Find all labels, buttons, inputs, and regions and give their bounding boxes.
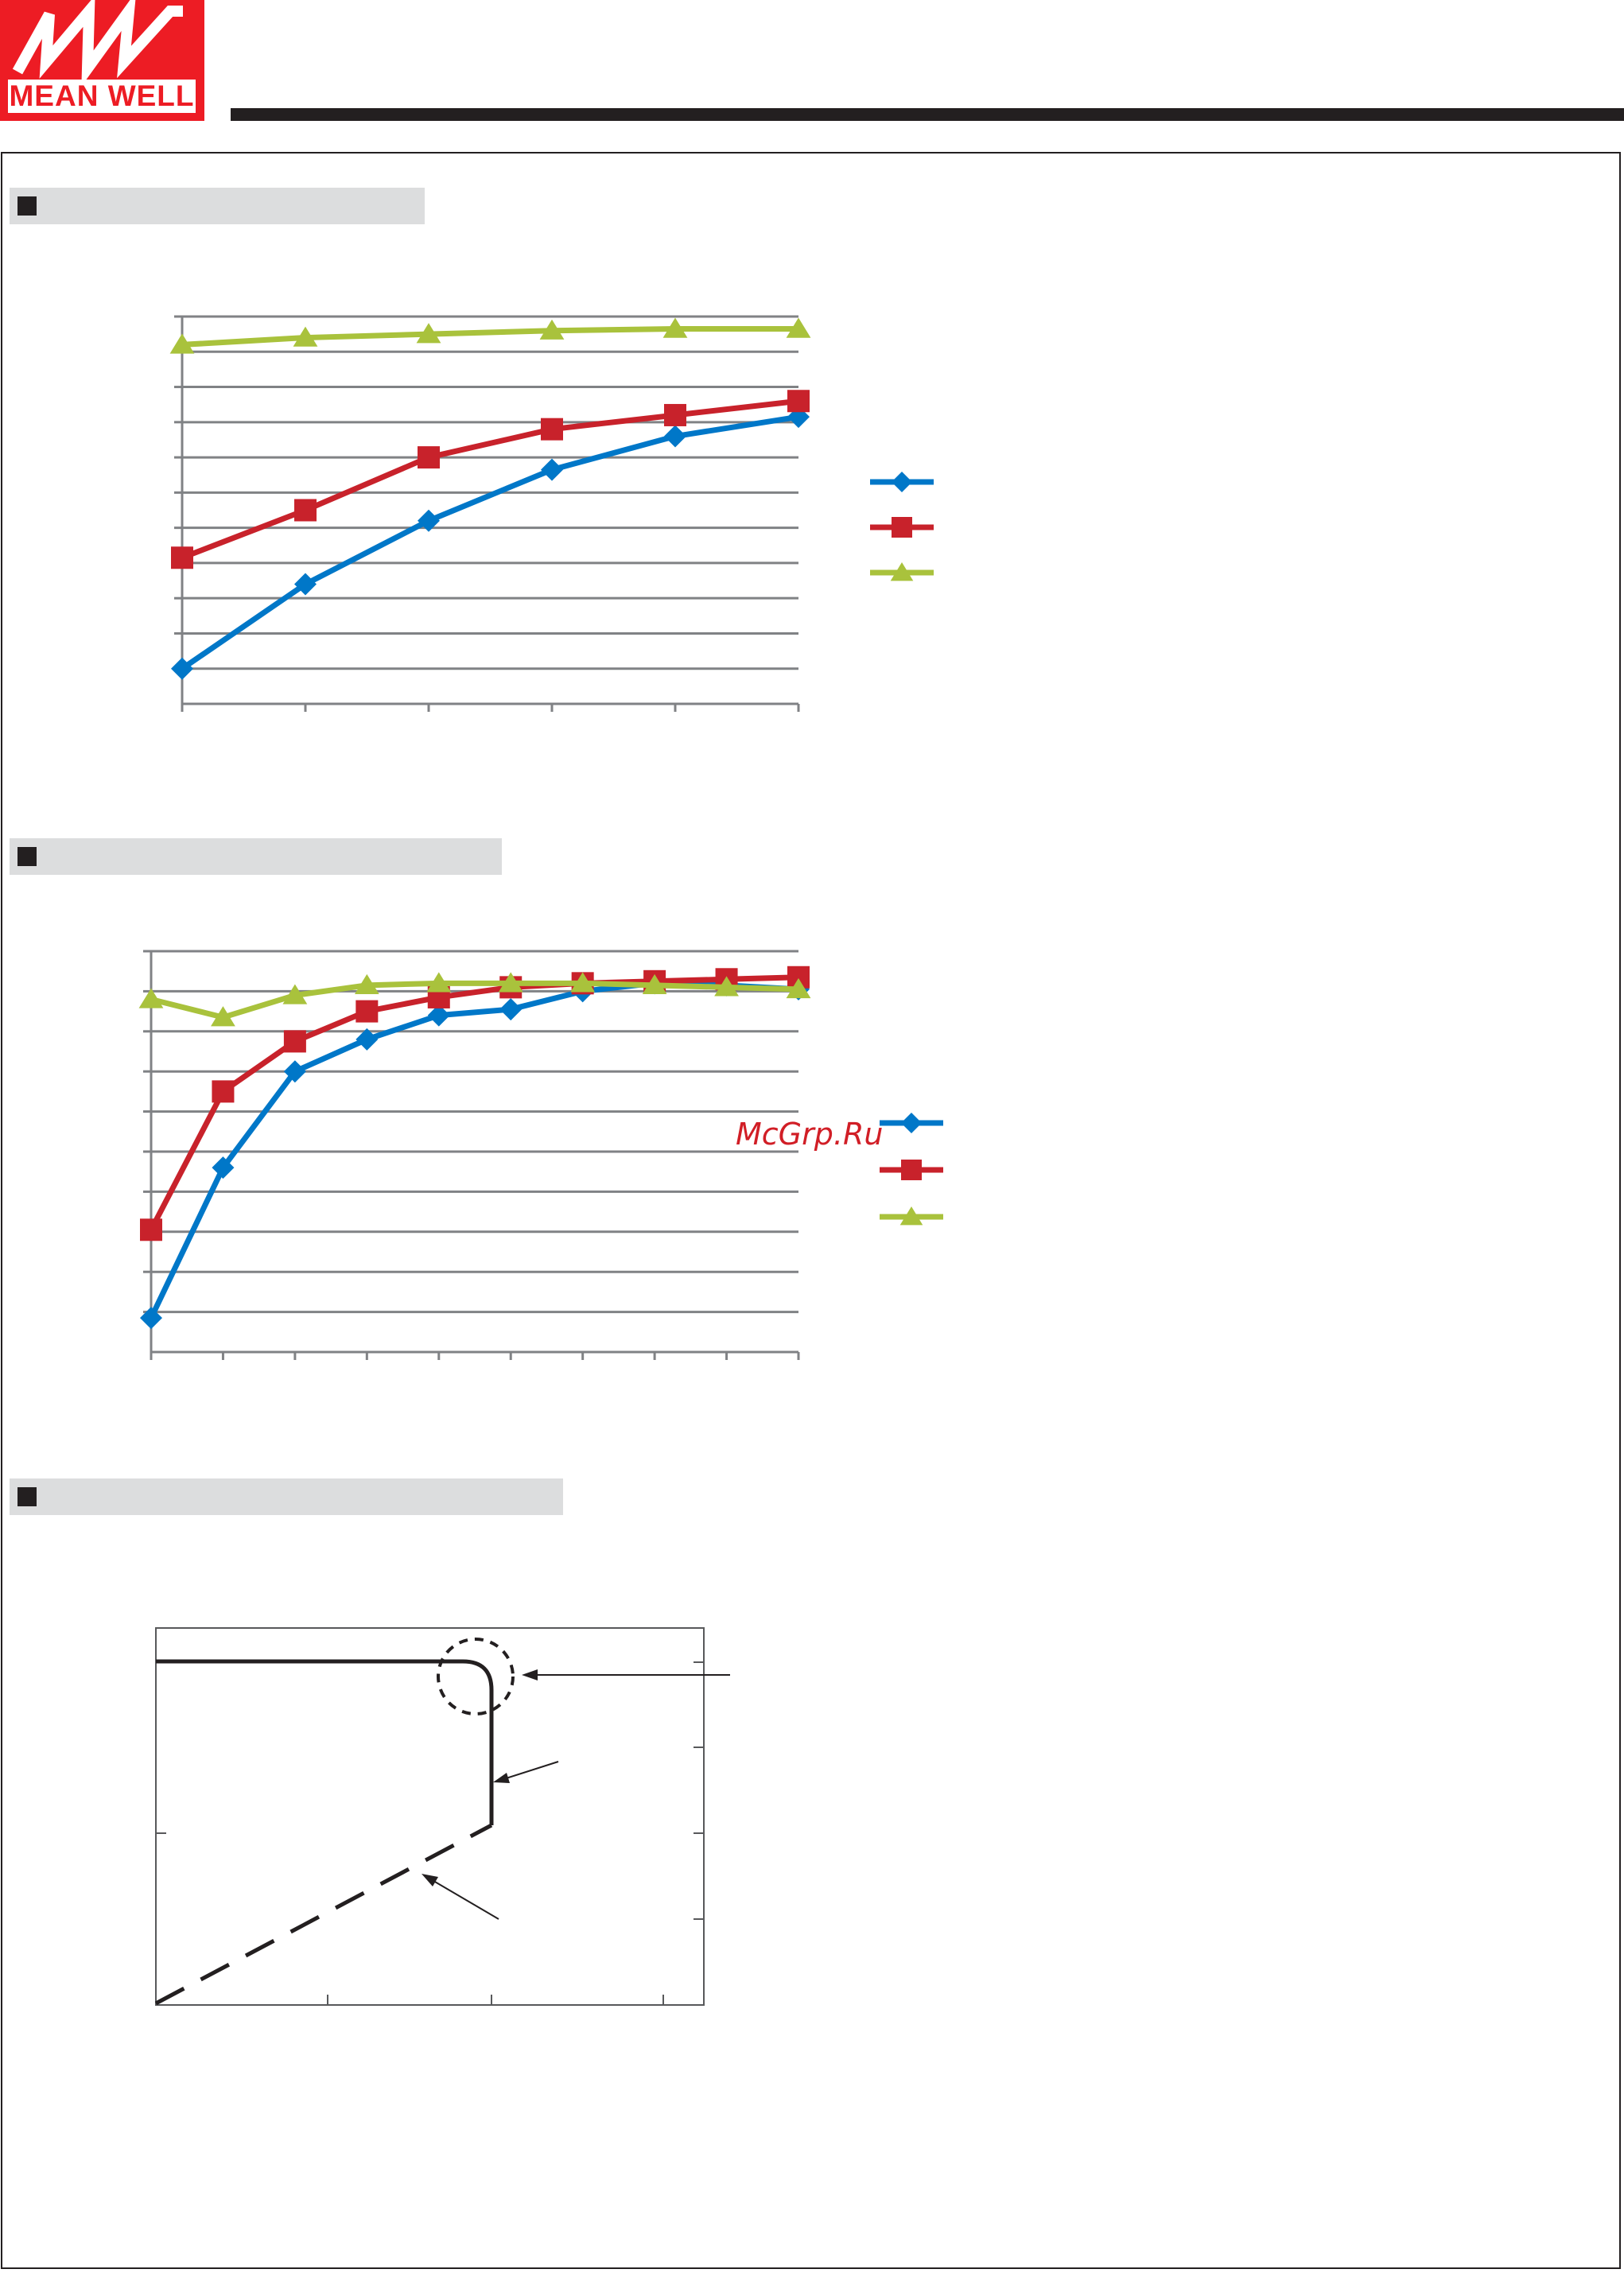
callout-arrow-3 [429, 1879, 499, 1919]
diagram-frame [156, 1628, 704, 2005]
logo-wordmark: MEAN WELL [9, 80, 195, 112]
arrowhead-icon [493, 1773, 510, 1783]
arrowhead-icon [522, 1669, 538, 1680]
arrowhead-icon [422, 1874, 438, 1886]
watermark: McGrp.Ru [736, 1117, 884, 1152]
knee-highlight-circle [438, 1639, 513, 1714]
callout-arrow-2 [501, 1762, 558, 1780]
constant-voltage-curve [156, 1661, 491, 1825]
hiccup-dashed-line [156, 1825, 491, 2003]
